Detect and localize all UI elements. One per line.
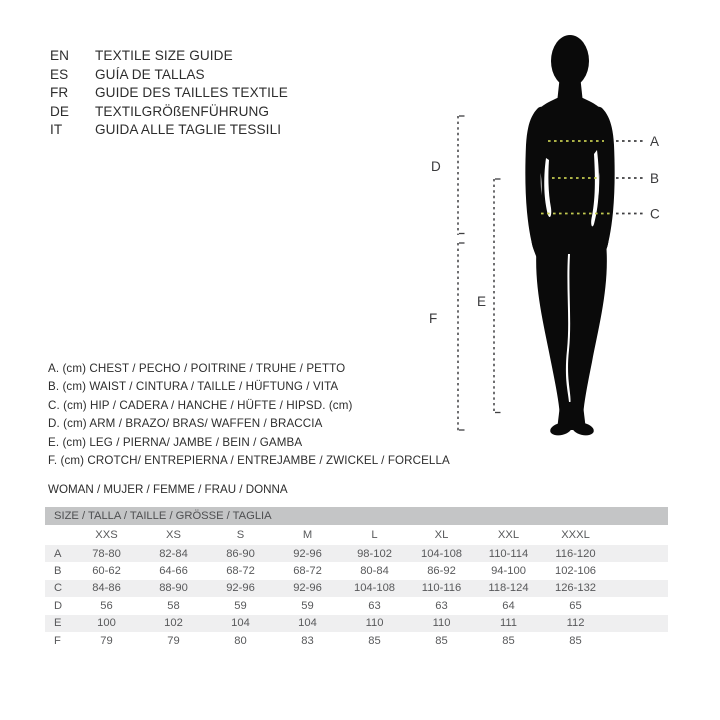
value-cell: 111 bbox=[499, 617, 517, 630]
value-cell: 82-84 bbox=[159, 547, 188, 560]
legend-line-chest: A. (cm) CHEST / PECHO / POITRINE / TRUHE / PETTO bbox=[48, 362, 346, 375]
guide-title: GUÍA DE TALLAS bbox=[95, 66, 205, 82]
value-cell: 104-108 bbox=[353, 582, 396, 595]
legend-line-hip: C. (cm) HIP / CADERA / HANCHE / HÜFTE / HIPSD. (cm) bbox=[48, 398, 353, 412]
table-row-hip bbox=[45, 580, 668, 597]
value-cell: 58 bbox=[167, 599, 180, 612]
value-cell: 85 bbox=[435, 634, 448, 647]
language-code: DE bbox=[50, 103, 70, 119]
value-cell: 65 bbox=[569, 599, 582, 612]
value-cell: 88-90 bbox=[159, 582, 188, 595]
language-code: ES bbox=[50, 66, 69, 82]
measurement-legend bbox=[48, 360, 450, 470]
row-label: A bbox=[54, 547, 62, 560]
value-cell: 104-108 bbox=[420, 547, 463, 560]
value-cell: 78-80 bbox=[92, 547, 121, 560]
language-code: FR bbox=[50, 85, 69, 101]
table-row-chest bbox=[45, 545, 668, 562]
value-cell: 60-62 bbox=[92, 565, 121, 578]
value-cell: 64-66 bbox=[159, 565, 188, 578]
legend-line-arm: D. (cm) ARM / BRAZO/ BRAS/ WAFFEN / BRACCIA bbox=[48, 417, 323, 431]
legend-line-waist: B. (cm) WAIST / CINTURA / TAILLE / HÜFTUNG / VITA bbox=[48, 380, 339, 394]
value-cell: 100 bbox=[97, 617, 116, 630]
row-label: C bbox=[54, 582, 63, 595]
legend-line-leg: E. (cm) LEG / PIERNA/ JAMBE / BEIN / GAMBA bbox=[48, 435, 303, 449]
table-row-arm bbox=[45, 597, 668, 614]
value-cell: 83 bbox=[301, 634, 314, 647]
value-cell: 118-124 bbox=[488, 582, 529, 595]
value-cell: 92-96 bbox=[293, 582, 322, 595]
value-cell: 85 bbox=[502, 634, 515, 647]
value-cell: 102-106 bbox=[554, 565, 597, 578]
size-table-header-bar: SIZE / TALLA / TAILLE / GRÖSSE / TAGLIA bbox=[45, 507, 668, 525]
table-row-crotch bbox=[45, 632, 668, 649]
value-cell: 85 bbox=[569, 634, 582, 647]
value-cell: 68-72 bbox=[226, 565, 255, 578]
value-cell: 110-116 bbox=[421, 582, 462, 595]
value-cell: 110 bbox=[432, 617, 451, 630]
guide-title: GUIDE DES TAILLES TEXTILE bbox=[95, 85, 288, 101]
size-column-s: S bbox=[236, 529, 245, 541]
value-cell: 86-90 bbox=[226, 547, 255, 560]
figure-label-waist: B bbox=[650, 171, 660, 186]
value-cell: 104 bbox=[298, 617, 317, 630]
value-cell: 64 bbox=[502, 599, 515, 612]
value-cell: 79 bbox=[167, 634, 180, 647]
value-cell: 85 bbox=[368, 634, 381, 647]
figure-label-arm: D bbox=[431, 159, 441, 174]
value-cell: 80-84 bbox=[360, 565, 389, 578]
size-column-xl: XL bbox=[434, 529, 449, 541]
value-cell: 80 bbox=[234, 634, 247, 647]
size-column-xxl: XXL bbox=[497, 529, 520, 541]
woman-silhouette bbox=[525, 35, 614, 437]
guide-title: GUIDA ALLE TAGLIE TESSILI bbox=[95, 122, 282, 138]
table-group-title: WOMAN / MUJER / FEMME / FRAU / DONNA bbox=[48, 483, 288, 496]
value-cell: 94-100 bbox=[491, 565, 526, 578]
figure-label-crotch: F bbox=[429, 311, 438, 326]
language-code: EN bbox=[50, 48, 70, 63]
row-label: E bbox=[54, 617, 62, 630]
size-column-header-row bbox=[45, 525, 668, 545]
value-cell: 116-120 bbox=[555, 547, 596, 560]
figure-label-hip: C bbox=[650, 206, 660, 222]
row-label: D bbox=[54, 599, 63, 612]
value-cell: 63 bbox=[368, 599, 381, 612]
measure-lines-vertical bbox=[458, 116, 494, 432]
value-cell: 79 bbox=[100, 634, 113, 647]
value-cell: 98-102 bbox=[357, 547, 392, 560]
value-cell: 59 bbox=[234, 599, 247, 612]
row-label: F bbox=[54, 634, 61, 647]
table-row-leg bbox=[45, 615, 668, 632]
guide-title: TEXTILGRÖßENFÜHRUNG bbox=[95, 103, 270, 119]
size-column-l: L bbox=[371, 529, 378, 541]
size-column-xxxl: XXXL bbox=[561, 529, 590, 541]
value-cell: 102 bbox=[164, 617, 183, 630]
value-cell: 86-92 bbox=[427, 565, 456, 578]
value-cell: 68-72 bbox=[293, 565, 322, 578]
size-column-m: M bbox=[302, 529, 313, 541]
size-column-xs: XS bbox=[166, 529, 181, 541]
guide-title: TEXTILE SIZE GUIDE bbox=[95, 48, 233, 63]
value-cell: 104 bbox=[231, 617, 250, 630]
value-cell: 110 bbox=[365, 617, 384, 630]
figure-label-leg: E bbox=[477, 294, 487, 309]
legend-line-crotch: F. (cm) CROTCH/ ENTREPIERNA / ENTREJAMBE / ZWICKEL / FORCELLA bbox=[48, 453, 450, 467]
size-table bbox=[45, 507, 668, 649]
table-row-waist bbox=[45, 562, 668, 579]
value-cell: 56 bbox=[100, 599, 113, 612]
value-cell: 110-114 bbox=[488, 547, 529, 560]
value-cell: 112 bbox=[566, 617, 585, 630]
value-cell: 63 bbox=[435, 599, 448, 612]
language-code: IT bbox=[50, 122, 63, 138]
value-cell: 92-96 bbox=[226, 582, 255, 595]
figure-label-chest: A bbox=[650, 134, 660, 149]
size-column-xxs: XXS bbox=[95, 529, 118, 541]
row-label: B bbox=[54, 565, 62, 578]
value-cell: 84-86 bbox=[92, 582, 121, 595]
value-cell: 126-132 bbox=[554, 582, 597, 595]
value-cell: 59 bbox=[301, 599, 314, 612]
value-cell: 92-96 bbox=[293, 547, 322, 560]
